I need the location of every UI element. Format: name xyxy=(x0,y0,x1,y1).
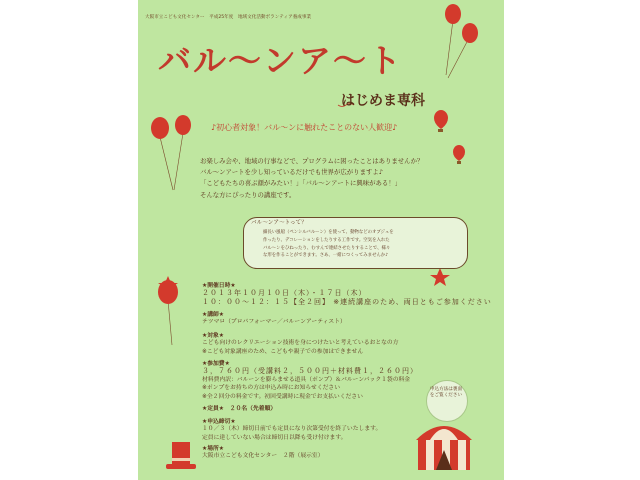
balloons-top-right-icon xyxy=(445,4,478,78)
section-heading: ★講師★ xyxy=(202,312,224,318)
section-schedule xyxy=(202,280,492,306)
hot-air-balloon-icon xyxy=(434,110,465,164)
section-fee xyxy=(202,358,418,401)
section-heading: ★開催日時★ xyxy=(202,283,236,289)
section-line: ２０１３年１０月１０日（木）・１７日（木） xyxy=(202,289,367,297)
section-line: ※全２回分の料金です。初回受講時に現金でお支払いください xyxy=(202,393,363,400)
section-instructor xyxy=(202,309,346,327)
intro-line: バル〜ンアートを少し知っているだけでも世界が広がりますよ♪ xyxy=(200,168,383,177)
bubble-line: 細長い風船（ペンシルバルーン）を使って、動物などのオブジェを xyxy=(263,230,394,235)
section-line: ※ポンプをお持ちの方は申込み時にお知らせください xyxy=(202,385,341,392)
intro-line: そんな方にぴったりの講座です。 xyxy=(200,190,296,199)
section-heading: ★定員★ ２０名（先着順） xyxy=(202,406,277,412)
page-subtitle: はじめま専科 xyxy=(341,93,425,109)
bubble-text xyxy=(263,229,394,260)
balloon-left-bottom-icon xyxy=(158,280,178,345)
section-line: ※こども対象講座のため、こどもや親子での参加はできません xyxy=(202,348,364,355)
flyer-poster xyxy=(138,0,504,480)
intro-text xyxy=(200,156,423,201)
top-hat-icon xyxy=(166,442,196,469)
section-heading: ★申込締切★ xyxy=(202,419,236,425)
intro-line: 「こどもたちの喜ぶ顔がみたい！」「バル〜ンアートに興味がある！」 xyxy=(200,179,402,188)
page-title: バル〜ンア〜ト xyxy=(158,41,403,80)
bubble-line: バル〜ンをひねったり、むすんで連結させたりすることで、様々 xyxy=(263,245,391,251)
section-line: １０：００〜１２：１５【全２回】 ※連続講座のため、両日ともご参加ください xyxy=(202,297,492,306)
section-audience xyxy=(202,330,399,356)
balloons-left-icon xyxy=(151,115,191,190)
section-venue xyxy=(202,443,324,461)
section-line: ３，７６０円（受講料２，５００円＋材料費１，２６０円） xyxy=(202,367,418,375)
section-line: 材料費内訳：バルーンを膨らませる道具（ポンプ）＆バルーンパック１袋の料金 xyxy=(202,376,411,383)
section-heading: ★対象★ xyxy=(202,333,224,339)
section-capacity xyxy=(202,403,276,412)
bubble-line: 作ったり、デコレーションをしたりする工作です。空気を入れた xyxy=(263,237,390,243)
bubble-line: な形を作ることができます。さあ、一緒につくってみませんか♪ xyxy=(263,253,389,259)
section-line: テツマロ（プロパフォーマー／バルーンアーティスト） xyxy=(202,319,346,325)
header-line: 大阪市立こども文化センター 平成25年度 地域文化活動ボランティア養成事業 xyxy=(145,15,312,20)
section-line: 定員に達していない場合は締切日以降も受け付けます。 xyxy=(202,434,347,441)
section-heading: ★参加費★ xyxy=(202,361,230,367)
bubble-title: バル〜ンア〜トって？ xyxy=(251,220,307,226)
section-line: こども向けのレクリエーション技術を身につけたいと考えているおとなの方 xyxy=(202,340,399,346)
section-line: １０／３（木）締切日前でも定員になり次第受付を終了いたします。 xyxy=(202,426,382,432)
application-note: 申込方法は裏面をご覧ください xyxy=(429,387,463,398)
tagline: ♪初心者対象！バル〜ンに触れたことのない人歓迎♪ xyxy=(211,123,398,132)
section-line: 大阪市立こども文化センター ２階（展示室） xyxy=(202,453,324,459)
section-deadline xyxy=(202,416,381,442)
intro-line: お楽しみ会や、地域の行事などで、プログラムに困ったことはありませんか？ xyxy=(200,157,424,165)
section-heading: ★場所★ xyxy=(202,446,224,452)
